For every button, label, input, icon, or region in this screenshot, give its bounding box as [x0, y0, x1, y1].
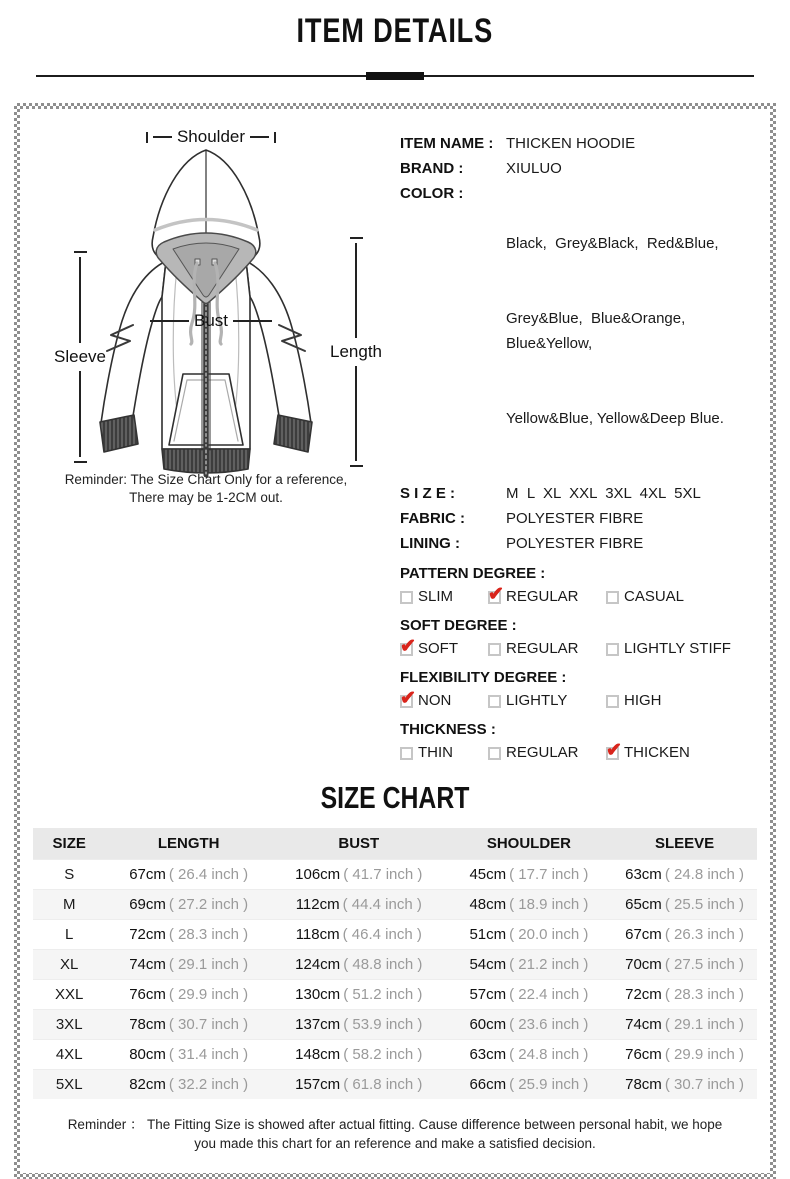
- diagram-reminder-line1: Reminder: The Size Chart Only for a reference,: [64, 472, 348, 487]
- cell-sleeve: 63cm ( 24.8 inch ): [625, 866, 745, 883]
- title-divider: [36, 75, 754, 77]
- option-label: NON: [418, 692, 452, 709]
- sleeve-label: Sleeve: [54, 347, 106, 366]
- checkbox-icon: [400, 747, 413, 760]
- checkbox-icon: [400, 591, 413, 604]
- option-label: SLIM: [418, 588, 454, 605]
- table-row: [33, 920, 757, 950]
- spec-value: POLYESTER FIBRE: [506, 535, 644, 552]
- option-row: [400, 586, 758, 608]
- cell-size: XXL: [55, 986, 84, 1003]
- table-row: [33, 860, 757, 890]
- item-specs: [392, 115, 770, 764]
- option-high: [606, 690, 662, 712]
- option-label: REGULAR: [506, 588, 579, 605]
- measure-line: [355, 243, 357, 338]
- shoulder-measure-annotation: [146, 127, 276, 147]
- spec-row-size: [400, 481, 758, 506]
- cell-bust: 124cm ( 48.8 inch ): [295, 956, 423, 973]
- measure-tick: [74, 251, 87, 253]
- cell-length: 69cm ( 27.2 inch ): [129, 896, 249, 913]
- spec-label: ITEM NAME :: [400, 135, 494, 152]
- cell-size: L: [65, 926, 74, 943]
- checkbox-icon: [488, 643, 501, 656]
- measure-tick: [274, 132, 276, 143]
- measure-line: [250, 136, 269, 138]
- spec-value: XIULUO: [506, 160, 562, 177]
- cell-sleeve: 76cm ( 29.9 inch ): [625, 1046, 745, 1063]
- measure-line: [79, 257, 81, 343]
- measure-tick: [350, 465, 363, 467]
- table-row: [33, 1070, 757, 1100]
- option-group-title: PATTERN DEGREE :: [400, 565, 546, 582]
- spec-value: M L XL XXL 3XL 4XL 5XL: [506, 485, 701, 502]
- measure-tick: [74, 461, 87, 463]
- spec-row-brand: [400, 156, 758, 181]
- top-section: [20, 115, 770, 764]
- option-thin: [400, 742, 488, 764]
- cell-shoulder: 48cm ( 18.9 inch ): [469, 896, 589, 913]
- shoulder-label: Shoulder: [176, 127, 246, 146]
- size-chart-table: [33, 828, 757, 1099]
- checkbox-icon: [606, 695, 619, 708]
- checkbox-icon: [488, 695, 501, 708]
- cell-bust: 112cm ( 44.4 inch ): [295, 896, 422, 913]
- option-label: REGULAR: [506, 744, 579, 761]
- option-thicken: [606, 742, 690, 764]
- page-title: ITEM DETAILS: [296, 12, 494, 50]
- table-row: [33, 1010, 757, 1040]
- option-group-title: FLEXIBILITY DEGREE :: [400, 669, 567, 686]
- table-header-row: [33, 828, 757, 860]
- cell-size: 5XL: [55, 1076, 83, 1093]
- checkbox-icon: [400, 695, 413, 708]
- cell-sleeve: 65cm ( 25.5 inch ): [625, 896, 745, 913]
- content-frame: [14, 103, 776, 1179]
- diagram-reminder-line2: There may be 1-2CM out.: [129, 490, 283, 505]
- option-label: REGULAR: [506, 640, 579, 657]
- option-row: [400, 690, 758, 712]
- checkbox-icon: [488, 747, 501, 760]
- cell-length: 72cm ( 28.3 inch ): [129, 926, 249, 943]
- cell-bust: 148cm ( 58.2 inch ): [295, 1046, 423, 1063]
- content-frame-inner: [20, 109, 770, 1173]
- measure-line: [153, 136, 172, 138]
- length-measure-annotation: [324, 237, 388, 467]
- cell-bust: 137cm ( 53.9 inch ): [295, 1016, 423, 1033]
- diagram-reminder: [20, 471, 392, 507]
- option-group-thickness: [400, 719, 758, 764]
- bust-measure-annotation: [150, 311, 272, 331]
- option-label: THICKEN: [624, 744, 690, 761]
- size-chart-title: SIZE CHART: [320, 780, 470, 815]
- spec-label: S I Z E :: [400, 485, 456, 502]
- cell-length: 76cm ( 29.9 inch ): [129, 986, 249, 1003]
- measure-line: [233, 320, 272, 322]
- measure-line: [79, 371, 81, 457]
- spec-row-fabric: [400, 506, 758, 531]
- cell-shoulder: 54cm ( 21.2 inch ): [469, 956, 589, 973]
- cell-sleeve: 72cm ( 28.3 inch ): [625, 986, 745, 1003]
- option-regular: [488, 742, 606, 764]
- spec-value: THICKEN HOODIE: [506, 135, 636, 152]
- color-line: Black, Grey&Black, Red&Blue,: [506, 235, 719, 252]
- option-slim: [400, 586, 488, 608]
- cell-length: 74cm ( 29.1 inch ): [129, 956, 249, 973]
- sleeve-measure-annotation: [48, 251, 112, 463]
- spec-label: FABRIC :: [400, 510, 465, 527]
- checkbox-icon: [400, 643, 413, 656]
- cell-length: 67cm ( 26.4 inch ): [129, 866, 249, 883]
- color-line: Yellow&Blue, Yellow&Deep Blue.: [506, 410, 724, 427]
- spec-label: BRAND :: [400, 160, 464, 177]
- option-label: SOFT: [418, 640, 458, 657]
- cell-shoulder: 57cm ( 22.4 inch ): [469, 986, 589, 1003]
- measure-line: [355, 366, 357, 461]
- cell-shoulder: 60cm ( 23.6 inch ): [469, 1016, 589, 1033]
- cell-size: 3XL: [55, 1016, 83, 1033]
- spec-row-lining: [400, 531, 758, 556]
- col-header-length: LENGTH: [105, 828, 272, 860]
- color-line: Grey&Blue, Blue&Orange, Blue&Yellow,: [506, 310, 690, 352]
- measure-tick: [146, 132, 148, 143]
- cell-shoulder: 45cm ( 17.7 inch ): [469, 866, 589, 883]
- option-lightly: [488, 690, 606, 712]
- option-group-title: THICKNESS :: [400, 721, 496, 738]
- fitting-reminder: [20, 1115, 770, 1153]
- cell-shoulder: 63cm ( 24.8 inch ): [469, 1046, 589, 1063]
- cell-size: 4XL: [55, 1046, 83, 1063]
- cell-sleeve: 67cm ( 26.3 inch ): [625, 926, 745, 943]
- table-row: [33, 890, 757, 920]
- option-label: THIN: [418, 744, 453, 761]
- fitting-reminder-line2: you made this chart for an reference and make a satisfied decision.: [194, 1136, 596, 1151]
- cell-length: 80cm ( 31.4 inch ): [129, 1046, 249, 1063]
- cell-bust: 118cm ( 46.4 inch ): [295, 926, 422, 943]
- checkbox-icon: [606, 747, 619, 760]
- checkbox-icon: [488, 591, 501, 604]
- option-row: [400, 638, 758, 660]
- option-label: LIGHTLY STIFF: [624, 640, 731, 657]
- option-label: HIGH: [624, 692, 662, 709]
- spec-value-color: [506, 181, 758, 481]
- option-group-flexibility-degree: [400, 667, 758, 712]
- checkbox-icon: [606, 591, 619, 604]
- col-header-bust: BUST: [272, 828, 446, 860]
- option-group-pattern-degree: [400, 563, 758, 608]
- cell-shoulder: 66cm ( 25.9 inch ): [469, 1076, 589, 1093]
- page-header: [0, 0, 790, 77]
- option-group-soft-degree: [400, 615, 758, 660]
- checkbox-icon: [606, 643, 619, 656]
- bust-label: Bust: [193, 311, 229, 330]
- spec-row-color: [400, 181, 758, 481]
- cell-bust: 106cm ( 41.7 inch ): [295, 866, 423, 883]
- option-group-title: SOFT DEGREE :: [400, 617, 517, 634]
- option-lightly-stiff: [606, 638, 731, 660]
- col-header-shoulder: SHOULDER: [446, 828, 613, 860]
- cell-length: 78cm ( 30.7 inch ): [129, 1016, 249, 1033]
- col-header-size: SIZE: [33, 828, 105, 860]
- option-non: [400, 690, 488, 712]
- cell-bust: 157cm ( 61.8 inch ): [295, 1076, 423, 1093]
- measure-tick: [350, 237, 363, 239]
- spec-label: LINING :: [400, 535, 460, 552]
- spec-row-item-name: [400, 131, 758, 156]
- option-label: LIGHTLY: [506, 692, 568, 709]
- option-regular: [488, 586, 606, 608]
- length-label: Length: [330, 342, 382, 361]
- col-header-sleeve: SLEEVE: [612, 828, 757, 860]
- option-soft: [400, 638, 488, 660]
- hoodie-measurement-diagram: [20, 115, 392, 517]
- option-label: CASUAL: [624, 588, 685, 605]
- table-row: [33, 980, 757, 1010]
- cell-length: 82cm ( 32.2 inch ): [129, 1076, 249, 1093]
- spec-value: POLYESTER FIBRE: [506, 510, 644, 527]
- option-regular: [488, 638, 606, 660]
- cell-sleeve: 78cm ( 30.7 inch ): [625, 1076, 745, 1093]
- cell-shoulder: 51cm ( 20.0 inch ): [469, 926, 589, 943]
- cell-bust: 130cm ( 51.2 inch ): [295, 986, 423, 1003]
- cell-size: M: [62, 896, 76, 913]
- cell-size: XL: [60, 956, 79, 973]
- measure-line: [150, 320, 189, 322]
- table-row: [33, 1040, 757, 1070]
- table-row: [33, 950, 757, 980]
- fitting-reminder-line1: Reminder ： The Fitting Size is showed after actual fitting. Cause difference between personal habit, we hope: [67, 1117, 723, 1132]
- option-row: [400, 742, 758, 764]
- cell-size: S: [64, 866, 75, 883]
- cell-sleeve: 70cm ( 27.5 inch ): [625, 956, 745, 973]
- cell-sleeve: 74cm ( 29.1 inch ): [625, 1016, 745, 1033]
- spec-label: COLOR :: [400, 185, 464, 202]
- option-casual: [606, 586, 684, 608]
